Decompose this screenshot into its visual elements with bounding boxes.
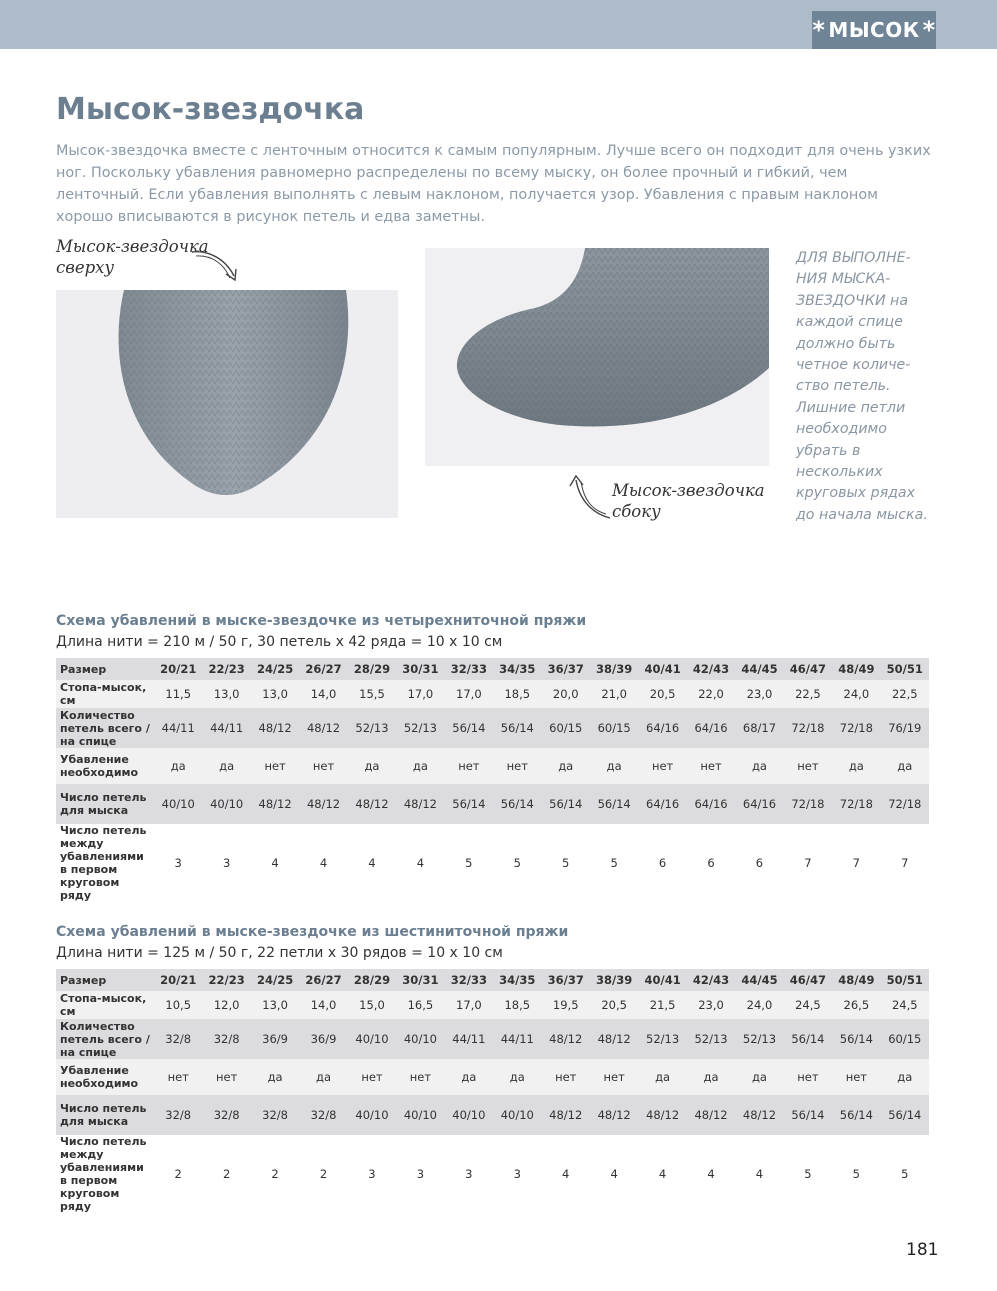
table-cell: 44/11: [202, 708, 250, 748]
table-cell: 64/16: [735, 784, 783, 824]
table-cell: нет: [396, 1059, 444, 1095]
table-cell: 13,0: [202, 680, 250, 708]
table-cell: 5: [784, 1135, 832, 1213]
table-cell: да: [202, 748, 250, 784]
size-header-cell: 28/29: [348, 658, 396, 680]
table-cell: 4: [735, 1135, 783, 1213]
row-label: Стопа-мысок, см: [56, 680, 154, 708]
section-tab: [812, 11, 936, 49]
table-cell: 60/15: [590, 708, 638, 748]
table-cell: 7: [784, 824, 832, 902]
table-cell: 64/16: [638, 784, 686, 824]
table-cell: 56/14: [493, 784, 541, 824]
table-cell: 40/10: [348, 1019, 396, 1059]
table-cell: 44/11: [154, 708, 202, 748]
table-cell: 4: [542, 1135, 590, 1213]
table2-title: Схема убавлений в мыске-звездочке из шестиниточной пряжи: [56, 924, 569, 940]
table-row: [56, 680, 929, 708]
table-cell: нет: [299, 748, 347, 784]
size-header-cell: 32/33: [445, 969, 493, 991]
table-cell: 48/12: [396, 784, 444, 824]
caption-top-line1: Мысок-звездочка: [56, 237, 209, 256]
table-cell: нет: [590, 1059, 638, 1095]
table-cell: да: [445, 1059, 493, 1095]
table-cell: 40/10: [493, 1095, 541, 1135]
table-row: [56, 1095, 929, 1135]
table-cell: 15,0: [348, 991, 396, 1019]
table-cell: да: [638, 1059, 686, 1095]
table-cell: нет: [638, 748, 686, 784]
size-header-cell: 44/45: [735, 658, 783, 680]
size-header-cell: 30/31: [396, 969, 444, 991]
size-header-cell: 38/39: [590, 658, 638, 680]
table-cell: 22,0: [687, 680, 735, 708]
table-cell: 23,0: [687, 991, 735, 1019]
table-row: [56, 784, 929, 824]
table-cell: 2: [251, 1135, 299, 1213]
table-cell: 72/18: [784, 708, 832, 748]
star-icon: *: [812, 16, 826, 44]
size-header-cell: 22/23: [202, 969, 250, 991]
table-cell: 40/10: [202, 784, 250, 824]
size-header-cell: 48/49: [832, 658, 880, 680]
size-header-cell: 24/25: [251, 969, 299, 991]
size-header-cell: 20/21: [154, 658, 202, 680]
table-cell: 17,0: [445, 680, 493, 708]
table-cell: 56/14: [445, 784, 493, 824]
size-header-cell: 34/35: [493, 658, 541, 680]
table-cell: да: [590, 748, 638, 784]
table-cell: да: [251, 1059, 299, 1095]
table-cell: 22,5: [881, 680, 929, 708]
table-cell: 60/15: [542, 708, 590, 748]
table-cell: нет: [154, 1059, 202, 1095]
table-cell: да: [396, 748, 444, 784]
size-header-cell: 42/43: [687, 969, 735, 991]
table-cell: 4: [251, 824, 299, 902]
table-cell: 13,0: [251, 680, 299, 708]
section-label: МЫСОК: [828, 18, 920, 42]
table-cell: 56/14: [493, 708, 541, 748]
table-cell: 14,0: [299, 991, 347, 1019]
table-cell: 48/12: [687, 1095, 735, 1135]
table-cell: 48/12: [299, 784, 347, 824]
row-label: Число петель для мыска: [56, 784, 154, 824]
table-cell: нет: [493, 748, 541, 784]
size-header-cell: 44/45: [735, 969, 783, 991]
table-cell: 11,5: [154, 680, 202, 708]
table-cell: 3: [154, 824, 202, 902]
size-header-cell: 30/31: [396, 658, 444, 680]
size-header-cell: 42/43: [687, 658, 735, 680]
photo-toe-side: [425, 248, 769, 466]
table-cell: 22,5: [784, 680, 832, 708]
table-cell: нет: [445, 748, 493, 784]
row-label: Стопа-мысок, см: [56, 991, 154, 1019]
table-cell: 24,0: [735, 991, 783, 1019]
page-title: Мысок-звездочка: [56, 92, 365, 127]
table-cell: 20,0: [542, 680, 590, 708]
table-cell: 56/14: [784, 1019, 832, 1059]
table-cell: 56/14: [832, 1019, 880, 1059]
table-cell: 14,0: [299, 680, 347, 708]
size-header-cell: 24/25: [251, 658, 299, 680]
table-cell: 32/8: [154, 1095, 202, 1135]
table-cell: 40/10: [396, 1095, 444, 1135]
table-cell: 2: [154, 1135, 202, 1213]
table-cell: 32/8: [154, 1019, 202, 1059]
table-cell: 32/8: [299, 1095, 347, 1135]
table-cell: 52/13: [735, 1019, 783, 1059]
caption-side-view: [612, 480, 765, 522]
table-cell: 16,5: [396, 991, 444, 1019]
size-header-cell: 22/23: [202, 658, 250, 680]
table-cell: 48/12: [348, 784, 396, 824]
table-cell: 52/13: [396, 708, 444, 748]
caption-top-view: [56, 236, 209, 278]
table-cell: нет: [202, 1059, 250, 1095]
table-cell: 15,5: [348, 680, 396, 708]
size-header-cell: 32/33: [445, 658, 493, 680]
size-header-cell: 50/51: [881, 658, 929, 680]
table-cell: нет: [784, 1059, 832, 1095]
table-cell: 48/12: [251, 708, 299, 748]
table-cell: 72/18: [881, 784, 929, 824]
size-header-cell: 34/35: [493, 969, 541, 991]
table-cell: 56/14: [542, 784, 590, 824]
table-cell: 40/10: [445, 1095, 493, 1135]
table-cell: 40/10: [154, 784, 202, 824]
table1-title: Схема убавлений в мыске-звездочке из четырехниточной пряжи: [56, 613, 587, 629]
caption-side-line2: сбоку: [612, 502, 661, 521]
table-cell: 24,0: [832, 680, 880, 708]
table-cell: 5: [445, 824, 493, 902]
table-cell: да: [348, 748, 396, 784]
table-cell: 64/16: [687, 708, 735, 748]
table-cell: 4: [687, 1135, 735, 1213]
side-note: ДЛЯ ВЫПОЛНЕ-НИЯ МЫСКА-ЗВЕЗДОЧКИ на каждой спице должно быть четное количе-ство петель. Лишние петли необходимо убрать в нескольких круговых рядах до начала мыска.: [796, 250, 928, 523]
photo-toe-top: [56, 290, 398, 518]
table-cell: 44/11: [493, 1019, 541, 1059]
table-header-row: [56, 658, 929, 680]
table-cell: 7: [832, 824, 880, 902]
table-cell: да: [687, 1059, 735, 1095]
size-header-cell: 26/27: [299, 658, 347, 680]
table-cell: нет: [687, 748, 735, 784]
table-cell: 24,5: [881, 991, 929, 1019]
table-cell: 23,0: [735, 680, 783, 708]
size-header-cell: 40/41: [638, 658, 686, 680]
table1-subtitle: Длина нити = 210 м / 50 г, 30 петель x 42 ряда = 10 x 10 см: [56, 634, 503, 650]
table-cell: да: [735, 1059, 783, 1095]
table-cell: 4: [299, 824, 347, 902]
curved-arrow-icon: [566, 472, 616, 524]
row-label: Число петель между убавлениями в первом круговом ряду: [56, 1135, 154, 1213]
page-number: 181: [906, 1240, 939, 1260]
curved-arrow-icon: [188, 246, 244, 286]
table-row: [56, 824, 929, 902]
table-cell: 2: [299, 1135, 347, 1213]
table-cell: 5: [493, 824, 541, 902]
table-row: [56, 748, 929, 784]
table-cell: 56/14: [881, 1095, 929, 1135]
table-cell: да: [542, 748, 590, 784]
table-cell: да: [735, 748, 783, 784]
table-cell: 7: [881, 824, 929, 902]
table-cell: 52/13: [687, 1019, 735, 1059]
table-cell: 72/18: [784, 784, 832, 824]
table-cell: да: [299, 1059, 347, 1095]
table-cell: да: [154, 748, 202, 784]
table-cell: 20,5: [638, 680, 686, 708]
table-cell: 18,5: [493, 680, 541, 708]
table-cell: 4: [396, 824, 444, 902]
row-label: Убавление необходимо: [56, 1059, 154, 1095]
size-header-cell: 36/37: [542, 658, 590, 680]
caption-side-line1: Мысок-звездочка: [612, 481, 765, 500]
table-cell: 20,5: [590, 991, 638, 1019]
table-cell: 76/19: [881, 708, 929, 748]
table-cell: 10,5: [154, 991, 202, 1019]
table2: [56, 969, 929, 1213]
size-header-cell: 26/27: [299, 969, 347, 991]
table-cell: нет: [784, 748, 832, 784]
table-cell: нет: [832, 1059, 880, 1095]
table-cell: 6: [638, 824, 686, 902]
table-cell: 40/10: [396, 1019, 444, 1059]
table-cell: 60/15: [881, 1019, 929, 1059]
table-cell: 5: [832, 1135, 880, 1213]
table-cell: 5: [881, 1135, 929, 1213]
table2-subtitle: Длина нити = 125 м / 50 г, 22 петли x 30 рядов = 10 x 10 см: [56, 945, 503, 961]
table-cell: 32/8: [202, 1095, 250, 1135]
table-cell: 48/12: [590, 1095, 638, 1135]
size-header-cell: 50/51: [881, 969, 929, 991]
table-cell: нет: [542, 1059, 590, 1095]
row-label: Количество петель всего / на спице: [56, 708, 154, 748]
table-cell: 26,5: [832, 991, 880, 1019]
header-label: Размер: [56, 969, 154, 991]
table-cell: 17,0: [445, 991, 493, 1019]
table-cell: 40/10: [348, 1095, 396, 1135]
table-cell: да: [881, 1059, 929, 1095]
table-cell: 56/14: [590, 784, 638, 824]
table-cell: 56/14: [445, 708, 493, 748]
table-cell: 6: [735, 824, 783, 902]
table-cell: нет: [251, 748, 299, 784]
table-cell: 3: [396, 1135, 444, 1213]
row-label: Количество петель всего / на спице: [56, 1019, 154, 1059]
header-label: Размер: [56, 658, 154, 680]
row-label: Убавление необходимо: [56, 748, 154, 784]
table-cell: 72/18: [832, 784, 880, 824]
table-cell: 21,0: [590, 680, 638, 708]
table-cell: 48/12: [299, 708, 347, 748]
table-cell: 19,5: [542, 991, 590, 1019]
table-cell: 52/13: [348, 708, 396, 748]
size-header-cell: 20/21: [154, 969, 202, 991]
table-cell: да: [832, 748, 880, 784]
table-cell: 17,0: [396, 680, 444, 708]
table-cell: 36/9: [299, 1019, 347, 1059]
table-cell: 64/16: [638, 708, 686, 748]
table-cell: 64/16: [687, 784, 735, 824]
table-cell: 4: [348, 824, 396, 902]
size-header-cell: 28/29: [348, 969, 396, 991]
table-cell: да: [493, 1059, 541, 1095]
table-cell: 2: [202, 1135, 250, 1213]
table-cell: 48/12: [735, 1095, 783, 1135]
table-cell: 3: [202, 824, 250, 902]
size-header-cell: 46/47: [784, 969, 832, 991]
table-cell: 72/18: [832, 708, 880, 748]
table1: [56, 658, 929, 902]
table-cell: 48/12: [590, 1019, 638, 1059]
table-cell: 3: [445, 1135, 493, 1213]
table-cell: да: [881, 748, 929, 784]
table-cell: 32/8: [202, 1019, 250, 1059]
table-cell: 18,5: [493, 991, 541, 1019]
row-label: Число петель между убавлениями в первом круговом ряду: [56, 824, 154, 902]
table-cell: 52/13: [638, 1019, 686, 1059]
table-cell: 44/11: [445, 1019, 493, 1059]
table-cell: 32/8: [251, 1095, 299, 1135]
table-row: [56, 991, 929, 1019]
row-label: Число петель для мыска: [56, 1095, 154, 1135]
table-cell: 3: [493, 1135, 541, 1213]
table-row: [56, 1135, 929, 1213]
table-cell: нет: [348, 1059, 396, 1095]
table-cell: 56/14: [832, 1095, 880, 1135]
table-cell: 4: [638, 1135, 686, 1213]
caption-top-line2: сверху: [56, 258, 115, 277]
table-cell: 5: [590, 824, 638, 902]
table-cell: 4: [590, 1135, 638, 1213]
table-cell: 13,0: [251, 991, 299, 1019]
size-header-cell: 38/39: [590, 969, 638, 991]
table-cell: 68/17: [735, 708, 783, 748]
table-row: [56, 1019, 929, 1059]
table-row: [56, 1059, 929, 1095]
size-header-cell: 48/49: [832, 969, 880, 991]
size-header-cell: 40/41: [638, 969, 686, 991]
table-cell: 48/12: [542, 1095, 590, 1135]
table-cell: 6: [687, 824, 735, 902]
table-cell: 21,5: [638, 991, 686, 1019]
table-cell: 36/9: [251, 1019, 299, 1059]
star-icon: *: [922, 16, 936, 44]
table-cell: 3: [348, 1135, 396, 1213]
table-cell: 56/14: [784, 1095, 832, 1135]
size-header-cell: 36/37: [542, 969, 590, 991]
size-header-cell: 46/47: [784, 658, 832, 680]
table-cell: 48/12: [638, 1095, 686, 1135]
intro-text: Мысок-звездочка вместе с ленточным относится к самым популярным. Лучше всего он подходит для очень узких ног. Поскольку убавления равномерно распределены по всему мыску, он более прочный и гибкий, чем ленточный. Если убавления выполнять с левым наклоном, получается узор. Убавления с правым наклоном хорошо вписываются в рисунок петель и едва заметны.: [56, 143, 931, 225]
table-cell: 48/12: [251, 784, 299, 824]
table-cell: 24,5: [784, 991, 832, 1019]
table-cell: 12,0: [202, 991, 250, 1019]
table-row: [56, 708, 929, 748]
table-cell: 48/12: [542, 1019, 590, 1059]
table-header-row: [56, 969, 929, 991]
table-cell: 5: [542, 824, 590, 902]
